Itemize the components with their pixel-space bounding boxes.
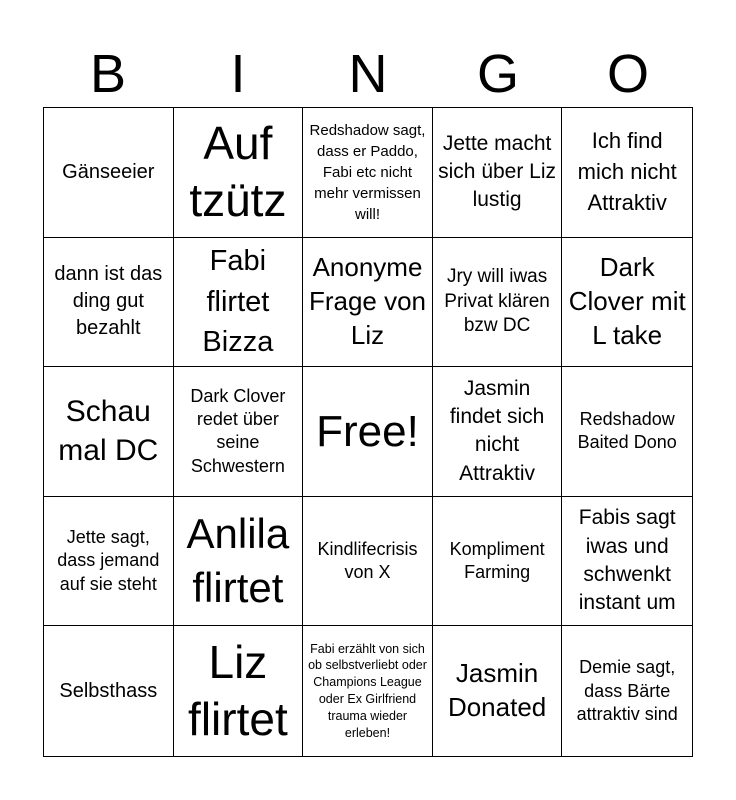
cell-text: Kindlifecrisis von X: [317, 538, 418, 583]
bingo-cell[interactable]: [303, 626, 433, 756]
bingo-cell[interactable]: [44, 367, 174, 497]
bingo-cell[interactable]: [433, 108, 563, 238]
cell-text: Auf tzütz: [189, 116, 287, 227]
header-letter-o: O: [606, 44, 649, 104]
cell-text: Jasmin Donated: [447, 658, 547, 723]
bingo-cell[interactable]: [44, 497, 174, 627]
bingo-cell[interactable]: [44, 238, 174, 368]
bingo-cell[interactable]: [174, 626, 304, 756]
cell-text: Demie sagt, dass Bärte attraktiv sind: [576, 657, 678, 724]
bingo-cell[interactable]: [433, 626, 563, 756]
bingo-cell[interactable]: [303, 108, 433, 238]
bingo-cell[interactable]: [562, 497, 692, 627]
cell-text: Redshadow Baited Dono: [577, 409, 677, 453]
header-letter-n: N: [348, 44, 388, 104]
cell-text: Dark Clover mit L take: [568, 252, 686, 350]
bingo-cell[interactable]: [174, 497, 304, 627]
header-letter-i: I: [230, 44, 246, 104]
cell-text: Jry will iwas Privat klären bzw DC: [444, 265, 550, 337]
cell-text: Liz flirtet: [188, 635, 288, 746]
cell-text: Gänseeier: [62, 160, 155, 183]
cell-text: Fabis sagt iwas und schwenkt instant um: [578, 506, 676, 615]
bingo-cell[interactable]: [303, 497, 433, 627]
cell-text: Kompliment Farming: [449, 538, 545, 583]
bingo-cell[interactable]: [174, 108, 304, 238]
bingo-cell[interactable]: [562, 238, 692, 368]
header-letter-b: B: [89, 44, 127, 104]
cell-text: Fabi erzählt von sich ob selbstverliebt oder Champions League oder Ex Girlfriend trauma wieder erleben!: [308, 641, 427, 740]
free-cell[interactable]: [303, 367, 433, 497]
cell-text: Jette macht sich über Liz lustig: [438, 131, 557, 212]
bingo-cell[interactable]: [44, 626, 174, 756]
cell-text: Jasmin findet sich nicht Attraktiv: [449, 376, 545, 485]
cell-text: Jette sagt, dass jemand auf sie steht: [57, 527, 160, 594]
bingo-cell[interactable]: [562, 626, 692, 756]
bingo-cell[interactable]: [433, 497, 563, 627]
cell-text: Free!: [316, 406, 419, 456]
bingo-header: [43, 40, 693, 108]
bingo-board: [43, 107, 693, 757]
bingo-cell[interactable]: [562, 367, 692, 497]
bingo-cell[interactable]: [44, 108, 174, 238]
bingo-cell[interactable]: [174, 367, 304, 497]
bingo-cell[interactable]: [433, 367, 563, 497]
cell-text: Anonyme Frage von Liz: [308, 252, 427, 350]
header-letter-g: G: [476, 44, 519, 104]
cell-text: Schau mal DC: [58, 395, 159, 468]
cell-text: Dark Clover redet über seine Schwestern: [190, 385, 286, 476]
bingo-cell[interactable]: [303, 238, 433, 368]
cell-text: Selbsthass: [59, 679, 158, 702]
cell-text: Anlila flirtet: [186, 509, 290, 612]
cell-text: Ich find mich nicht Attraktiv: [577, 128, 677, 215]
bingo-cell[interactable]: [174, 238, 304, 368]
cell-text: Redshadow sagt, dass er Paddo, Fabi etc nicht mehr vermissen will!: [309, 121, 426, 223]
cell-text: dann ist das ding gut bezahlt: [54, 263, 163, 340]
bingo-cell[interactable]: [562, 108, 692, 238]
cell-text: Fabi flirtet Bizza: [202, 245, 274, 359]
bingo-cell[interactable]: [433, 238, 563, 368]
